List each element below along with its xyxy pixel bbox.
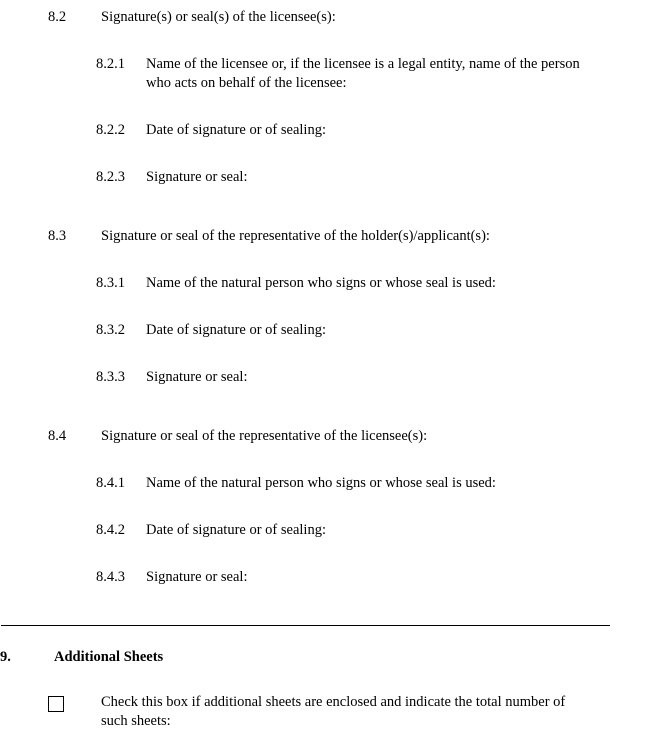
spacer [0, 446, 645, 474]
clause-8-3-3 [96, 368, 645, 387]
clause-text: Signature or seal: [146, 169, 248, 185]
clause-8-2-2 [96, 121, 645, 140]
additional-sheets-checkbox[interactable] [48, 696, 64, 712]
clause-text: Signature or seal of the representative of the licensee(s): [101, 428, 428, 444]
additional-sheets-label: Check this box if additional sheets are enclosed and indicate the total number of such sheets: [101, 694, 566, 729]
spacer [0, 187, 645, 227]
clause-number: 8.3 [48, 228, 67, 244]
top-spacer [0, 0, 645, 8]
clause-number: 8.4.1 [96, 475, 125, 491]
clause-number: 8.2.2 [96, 122, 125, 138]
clause-text: Date of signature or of sealing: [146, 522, 326, 538]
clause-text: Name of the natural person who signs or whose seal is used: [146, 475, 496, 491]
section-title: Additional Sheets [54, 649, 164, 665]
clause-8-4-3 [96, 568, 645, 587]
clause-8-3-2 [96, 321, 645, 340]
spacer [0, 140, 645, 168]
clause-8-3 [48, 227, 645, 246]
clause-8-2 [48, 8, 645, 27]
spacer [0, 626, 645, 648]
spacer [0, 540, 645, 568]
section-number: 9. [0, 649, 11, 665]
checkbox-cell [48, 693, 101, 712]
additional-sheets-row [48, 693, 645, 731]
clause-8-4 [48, 427, 645, 446]
spacer [0, 387, 645, 427]
clause-number: 8.2.1 [96, 56, 125, 72]
clause-8-4-2 [96, 521, 645, 540]
clause-text: Date of signature or of sealing: [146, 322, 326, 338]
clause-text: Signature or seal of the representative of the holder(s)/applicant(s): [101, 228, 490, 244]
clause-number: 8.2 [48, 9, 67, 25]
clause-text: Name of the natural person who signs or whose seal is used: [146, 275, 496, 291]
clause-number: 8.4 [48, 428, 67, 444]
clause-8-4-1 [96, 474, 645, 493]
spacer [0, 93, 645, 121]
spacer [0, 667, 645, 693]
spacer [0, 587, 645, 625]
clause-number: 8.2.3 [96, 169, 125, 185]
clause-text: Date of signature or of sealing: [146, 122, 326, 138]
clause-8-2-1 [96, 55, 645, 93]
spacer [0, 27, 645, 55]
clause-text: Signature or seal: [146, 569, 248, 585]
clause-number: 8.3.2 [96, 322, 125, 338]
clause-number: 8.4.2 [96, 522, 125, 538]
clause-number: 8.3.3 [96, 369, 125, 385]
clause-text: Signature(s) or seal(s) of the licensee(s): [101, 9, 336, 25]
spacer [0, 340, 645, 368]
clause-8-2-3 [96, 168, 645, 187]
clause-number: 8.4.3 [96, 569, 125, 585]
clause-number: 8.3.1 [96, 275, 125, 291]
spacer [0, 293, 645, 321]
clause-8-3-1 [96, 274, 645, 293]
spacer [0, 246, 645, 274]
clause-text: Name of the licensee or, if the licensee is a legal entity, name of the person who acts on behalf of the licensee: [146, 56, 580, 91]
spacer [0, 493, 645, 521]
clause-text: Signature or seal: [146, 369, 248, 385]
